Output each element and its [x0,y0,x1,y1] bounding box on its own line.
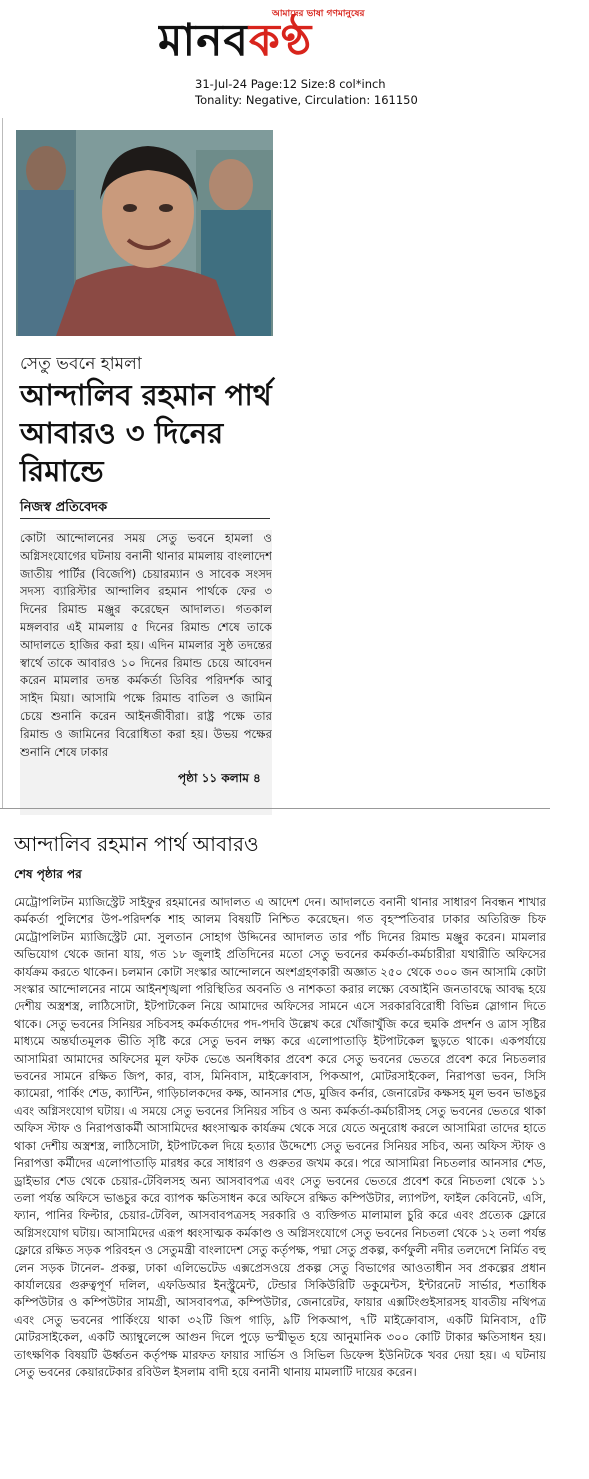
article-front-clipping [0,118,550,808]
article-continuation-clipping [0,810,589,1479]
clip-meta-tonality: Tonality: Negative, Circulation: 161150 [195,93,418,107]
continuation-body: মেট্রোপলিটন ম্যাজিস্ট্রেট সাইফুর রহমানের আদালত এ আদেশ দেন। আদালতে বনানী থানার সাধারণ নিবন্ধন শাখার কর্মকর্তা পুলিশের উপ-পরিদর্শক শাহ আলম বিষয়টি নিশ্চিত করেছেন। গত বৃহস্পতিবার ঢাকার অতিরিক্ত চিফ মেট্রোপলিটন ম্যাজিস্ট্রেট মো. সুলতান সোহাগ উদ্দিনের আদালত তার পাঁচ দিনের রিমান্ড মঞ্জুর করেন। মামলার অভিযোগ থেকে জানা যায়, গত ১৮ জুলাই প্রতিদিনের মতো সেতু ভবনের কর্মকর্তা-কর্মচারীরা যথারীতি অফিসের কার্যক্রম করতে থাকেন। চলমান কোটা সংস্কার আন্দোলনে অংশগ্রহণকারী অজ্ঞাত ২৫০ থেকে ৩০০ জন আসামি কোটা সংস্কার আন্দোলনের নামে আইনশৃঙ্খলা পরিস্থিতির অবনতি ও নাশকতা করার লক্ষ্যে বেআইনি জনতাবদ্ধে আবদ্ধ হয়ে দেশীয় অস্ত্রশস্ত্র, লাঠিসোটা, ইটপাটকেল নিয়ে আমাদের অফিসের সামনে এসে সরকারবিরোধী বিভিন্ন স্লোগান দিতে থাকে। সেতু ভবনের সিনিয়র সচিবসহ কর্মকর্তাদের পদ-পদবি উল্লেখ করে খোঁজাখুঁজি করে হুমকি প্রদর্শন ও ত্রাস সৃষ্টির মাধ্যমে অন্তর্ঘাতমূলক ভীতি সৃষ্টি করে সেতু ভবন লক্ষ্য করে এলোপাতাড়ি ইটপাটকেল ছুড়তে থাকে। একপর্যায়ে আসামিরা আমাদের অফিসের মূল ফটক ভেঙে অনধিকার প্রবেশ করে সেতু ভবনের ভেতরে প্রবেশ করে নিচতলার ভবনের সামনে রক্ষিত জিপ, কার, বাস, মিনিবাস, মাইক্রোবাস, পিকআপ, মোটরসাইকেল, নিরাপত্তা ভবন, সিসি ক্যামেরা, পার্কিং শেড, ক্যান্টিন, গাড়িচালকদের কক্ষ, আনসার শেড, মুজিব কর্নার, জেনারেটর কক্ষসহ মূল ভবন ভাঙচুর এবং অগ্নিসংযোগ ঘটায়। এ সময়ে সেতু ভবনের সিনিয়র সচিব ও অন্য কর্মকর্তা-কর্মচারীসহ সেতু ভবনের ভেতরে থাকা অফিস স্টাফ ও নিরাপত্তাকর্মী আসামিদের ধ্বংসাত্মক কার্যক্রম থেকে সরে যেতে অনুরোধ করলে আসামিরা তাদের হাতে থাকা দেশীয় অস্ত্রশস্ত্র, লাঠিসোটা, ইটপাটকেল দিয়ে হত্যার উদ্দেশ্যে সেতু ভবনের সিনিয়র সচিব, অন্য অফিস স্টাফ ও নিরাপত্তা কর্মীদের এলোপাতাড়ি মারধর করে সাধারণ ও গুরুতর জখম করে। পরে আসামিরা নিচতলার আনসার শেড, ড্রাইভার শেড থেকে চেয়ার-টেবিলসহ অন্য আসবাবপত্র এবং সেতু ভবনের ভেতরে প্রবেশ করে নিচতলা থেকে ১১ তলা পর্যন্ত অফিসে ভাঙচুর করে ব্যাপক ক্ষতিসাধন করে অফিসে রক্ষিত কম্পিউটার, ল্যাপটপ, ফাইল কেবিনেট, এসি, ফ্যান, পানির ফিল্টার, চেয়ার-টেবিল, আসবাবপত্রসহ সরকারি ও ব্যক্তিগত মালামাল চুরি করে এবং প্রত্যেক ফ্লোরে অগ্নিসংযোগ ঘটায়। আসামিদের এরূপ ধ্বংসাত্মক কর্মকাণ্ড ও অগ্নিসংযোগে সেতু ভবনের নিচতলা থেকে ১২ তলা পর্যন্ত ফ্লোরে রক্ষিত সড়ক পরিবহন ও সেতুমন্ত্রী বাংলাদেশ সেতু কর্তৃপক্ষ, পদ্মা সেতু প্রকল্প, কর্ণফুলী নদীর তলদেশে নির্মিত বহু লেন সড়ক টানেল- প্রকল্প, ঢাকা এলিভেটেড এক্সপ্রেসওয়ে প্রকল্প সেতু বিভাগের আওতাধীন সব প্রকল্পের প্রধান কার্যালয়ের গুরুত্বপূর্ণ দলিল, এফডিআর ইনস্ট্রুমেন্ট, টেন্ডার সিকিউরিটি ডকুমেন্টস, ইন্টারনেট সার্ভার, শতাধিক কম্পিউটার ও কম্পিউটার সামগ্রী, আসবাবপত্র, কম্পিউটার, জেনারেটর, ফায়ার এক্সটিংগুইসারসহ যাবতীয় নথিপত্র এবং সেতু ভবনের পার্কিংয়ে থাকা ৩২টি জিপ গাড়ি, ৯টি পিকআপ, ৭টি মাইক্রোবাস, একটি মিনিবাস, ৫টি মোটরসাইকেল, একটি অ্যাম্বুলেন্সে আগুন দিলে পুড়ে ভস্মীভূত হয়ে আনুমানিক ৩০০ কোটি টাকার ক্ষতিসাধন হয়। তাৎক্ষণিক বিষয়টি ঊর্ধ্বতন কর্তৃপক্ষ মারফত ফায়ার সার্ভিস ও সিভিল ডিফেন্স ইউনিটকে খবর দেয়া হয়। এ ঘটনায় সেতু ভবনের কেয়ারটেকার রবিউল ইসলাম বাদী হয়ে বনানী থানায় মামলাটি দায়ের করেন। [14,895,546,1379]
article-headline: আন্দালিব রহমান পার্থ আবারও ৩ দিনের রিমান্ডে [20,378,272,488]
continued-on-page: পৃষ্ঠা ১১ কলাম ৪ [174,770,261,790]
article-byline: নিজস্ব প্রতিবেদক [20,500,108,515]
continuation-headline: আন্দালিব রহমান পার্থ আবারও [14,832,259,856]
photo-illustration [16,130,273,336]
logo-text-main: মানব [158,15,249,66]
article-body: কোটা আন্দোলনের সময় সেতু ভবনে হামলা ও অগ্নিসংযোগের ঘটনায় বনানী থানার মামলায় বাংলাদেশ জাতীয় পার্টির (বিজেপি) চেয়ারম্যান ও সাবেক সংসদ সদস্য ব্যারিস্টার আন্দালিব রহমান পার্থকে ফের ৩ দিনের রিমান্ড মঞ্জুর করেছেন আদালত। গতকাল মঙ্গলবার এই মামলায় ৫ দিনের রিমান্ড শেষে তাকে আদালতে হাজির করা হয়। এদিন মামলার সুষ্ঠ তদন্তের স্বার্থে তাকে আবারও ১০ দিনের রিমান্ড চেয়ে আবেদন করেন মামলার তদন্ত কর্মকর্তা ডিবির পরিদর্শক আবু সাইদ মিয়া। আসামি পক্ষে রিমান্ড বাতিল ও জামিন চেয়ে শুনানি করেন আইনজীবীরা। রাষ্ট্র পক্ষে তার রিমান্ড ও জামিনের বিরোধিতা করা হয়। উভয় পক্ষের শুনানি শেষে ঢাকার [20,530,272,815]
logo-text-accent: কণ্ঠ [248,15,313,66]
clip-meta-date-page: 31-Jul-24 Page:12 Size:8 col*inch [195,77,386,91]
section-divider [0,808,550,809]
article-kicker: সেতু ভবনে হামলা [20,354,142,374]
masthead-tagline: আমাদের ভাষা গণমানুষের [272,9,365,19]
masthead [0,0,589,118]
byline-rule [20,518,270,519]
continued-from-label: শেষ পৃষ্ঠার পর [14,867,82,881]
newspaper-logo [158,14,434,68]
clipping-edge-line [2,118,3,808]
news-photo [16,130,273,336]
